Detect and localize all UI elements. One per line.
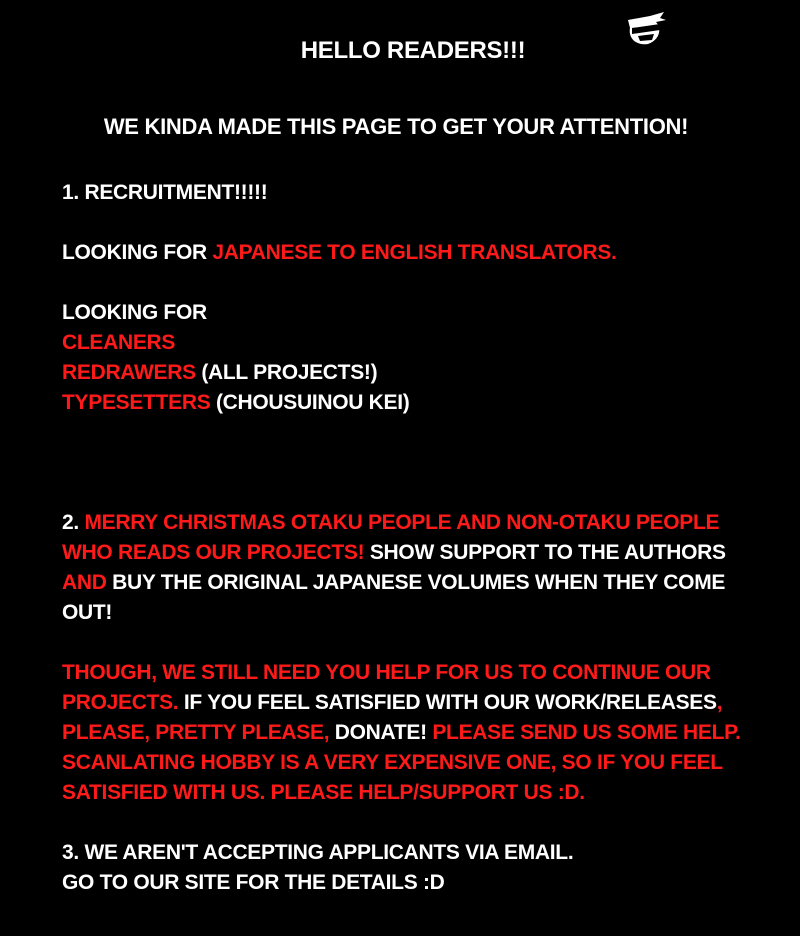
typesetters-line xyxy=(62,388,409,418)
page-title: HELLO READERS!!! xyxy=(300,37,526,64)
cleaners-role: CLEANERS xyxy=(62,331,176,354)
pretty-please-text: PLEASE, PRETTY PLEASE, xyxy=(62,721,330,744)
donate-word: DONATE! xyxy=(329,721,427,744)
translators-role: JAPANESE TO ENGLISH TRANSLATORS. xyxy=(212,241,617,264)
donate-line-4: SCANLATING HOBBY IS A VERY EXPENSIVE ONE, SO IF YOU FEEL xyxy=(62,751,723,774)
looking-for-label: LOOKING FOR xyxy=(62,301,207,324)
donate-line-1: THOUGH, WE STILL NEED YOU HELP FOR US TO CONTINUE OUR xyxy=(62,661,711,684)
redrawers-line xyxy=(62,358,377,388)
donate-line-2 xyxy=(62,688,722,718)
projects-word: PROJECTS. xyxy=(62,691,179,714)
christmas-greeting: MERRY CHRISTMAS OTAKU PEOPLE AND NON-OTAKU PEOPLE xyxy=(84,511,720,534)
typesetters-note: (CHOUSUINOU KEI) xyxy=(210,391,410,414)
satisfied-text: IF YOU FEEL SATISFIED WITH OUR WORK/RELEASES xyxy=(178,691,717,714)
christmas-readers: WHO READS OUR PROJECTS! xyxy=(62,541,365,564)
comma: , xyxy=(716,691,723,714)
page-subtitle: WE KINDA MADE THIS PAGE TO GET YOUR ATTENTION! xyxy=(103,114,689,139)
section2-number: 2. xyxy=(62,511,85,534)
translators-line xyxy=(62,238,617,268)
donate-line-3 xyxy=(62,718,741,748)
redrawers-role: REDRAWERS xyxy=(62,361,196,384)
recruitment-heading: 1. RECRUITMENT!!!!! xyxy=(62,181,268,204)
applicants-line: 3. WE AREN'T ACCEPTING APPLICANTS VIA EMAIL. xyxy=(62,841,574,864)
send-help-text: PLEASE SEND US SOME HELP. xyxy=(426,721,741,744)
support-authors-text: SHOW SUPPORT TO THE AUTHORS xyxy=(364,541,726,564)
and-word: AND xyxy=(62,571,107,594)
redrawers-note: (ALL PROJECTS!) xyxy=(195,361,378,384)
christmas-line-2 xyxy=(62,538,726,568)
translators-prefix: LOOKING FOR xyxy=(62,241,213,264)
buy-volumes-text: BUY THE ORIGINAL JAPANESE VOLUMES WHEN THEY COME xyxy=(106,571,726,594)
typesetters-role: TYPESETTERS xyxy=(62,391,211,414)
donate-line-5: SATISFIED WITH US. PLEASE HELP/SUPPORT US :D. xyxy=(62,781,585,804)
christmas-line-3 xyxy=(62,568,725,598)
christmas-line-1 xyxy=(62,508,719,538)
site-details-line: GO TO OUR SITE FOR THE DETAILS :D xyxy=(62,871,445,894)
christmas-line-4: OUT! xyxy=(62,601,113,624)
